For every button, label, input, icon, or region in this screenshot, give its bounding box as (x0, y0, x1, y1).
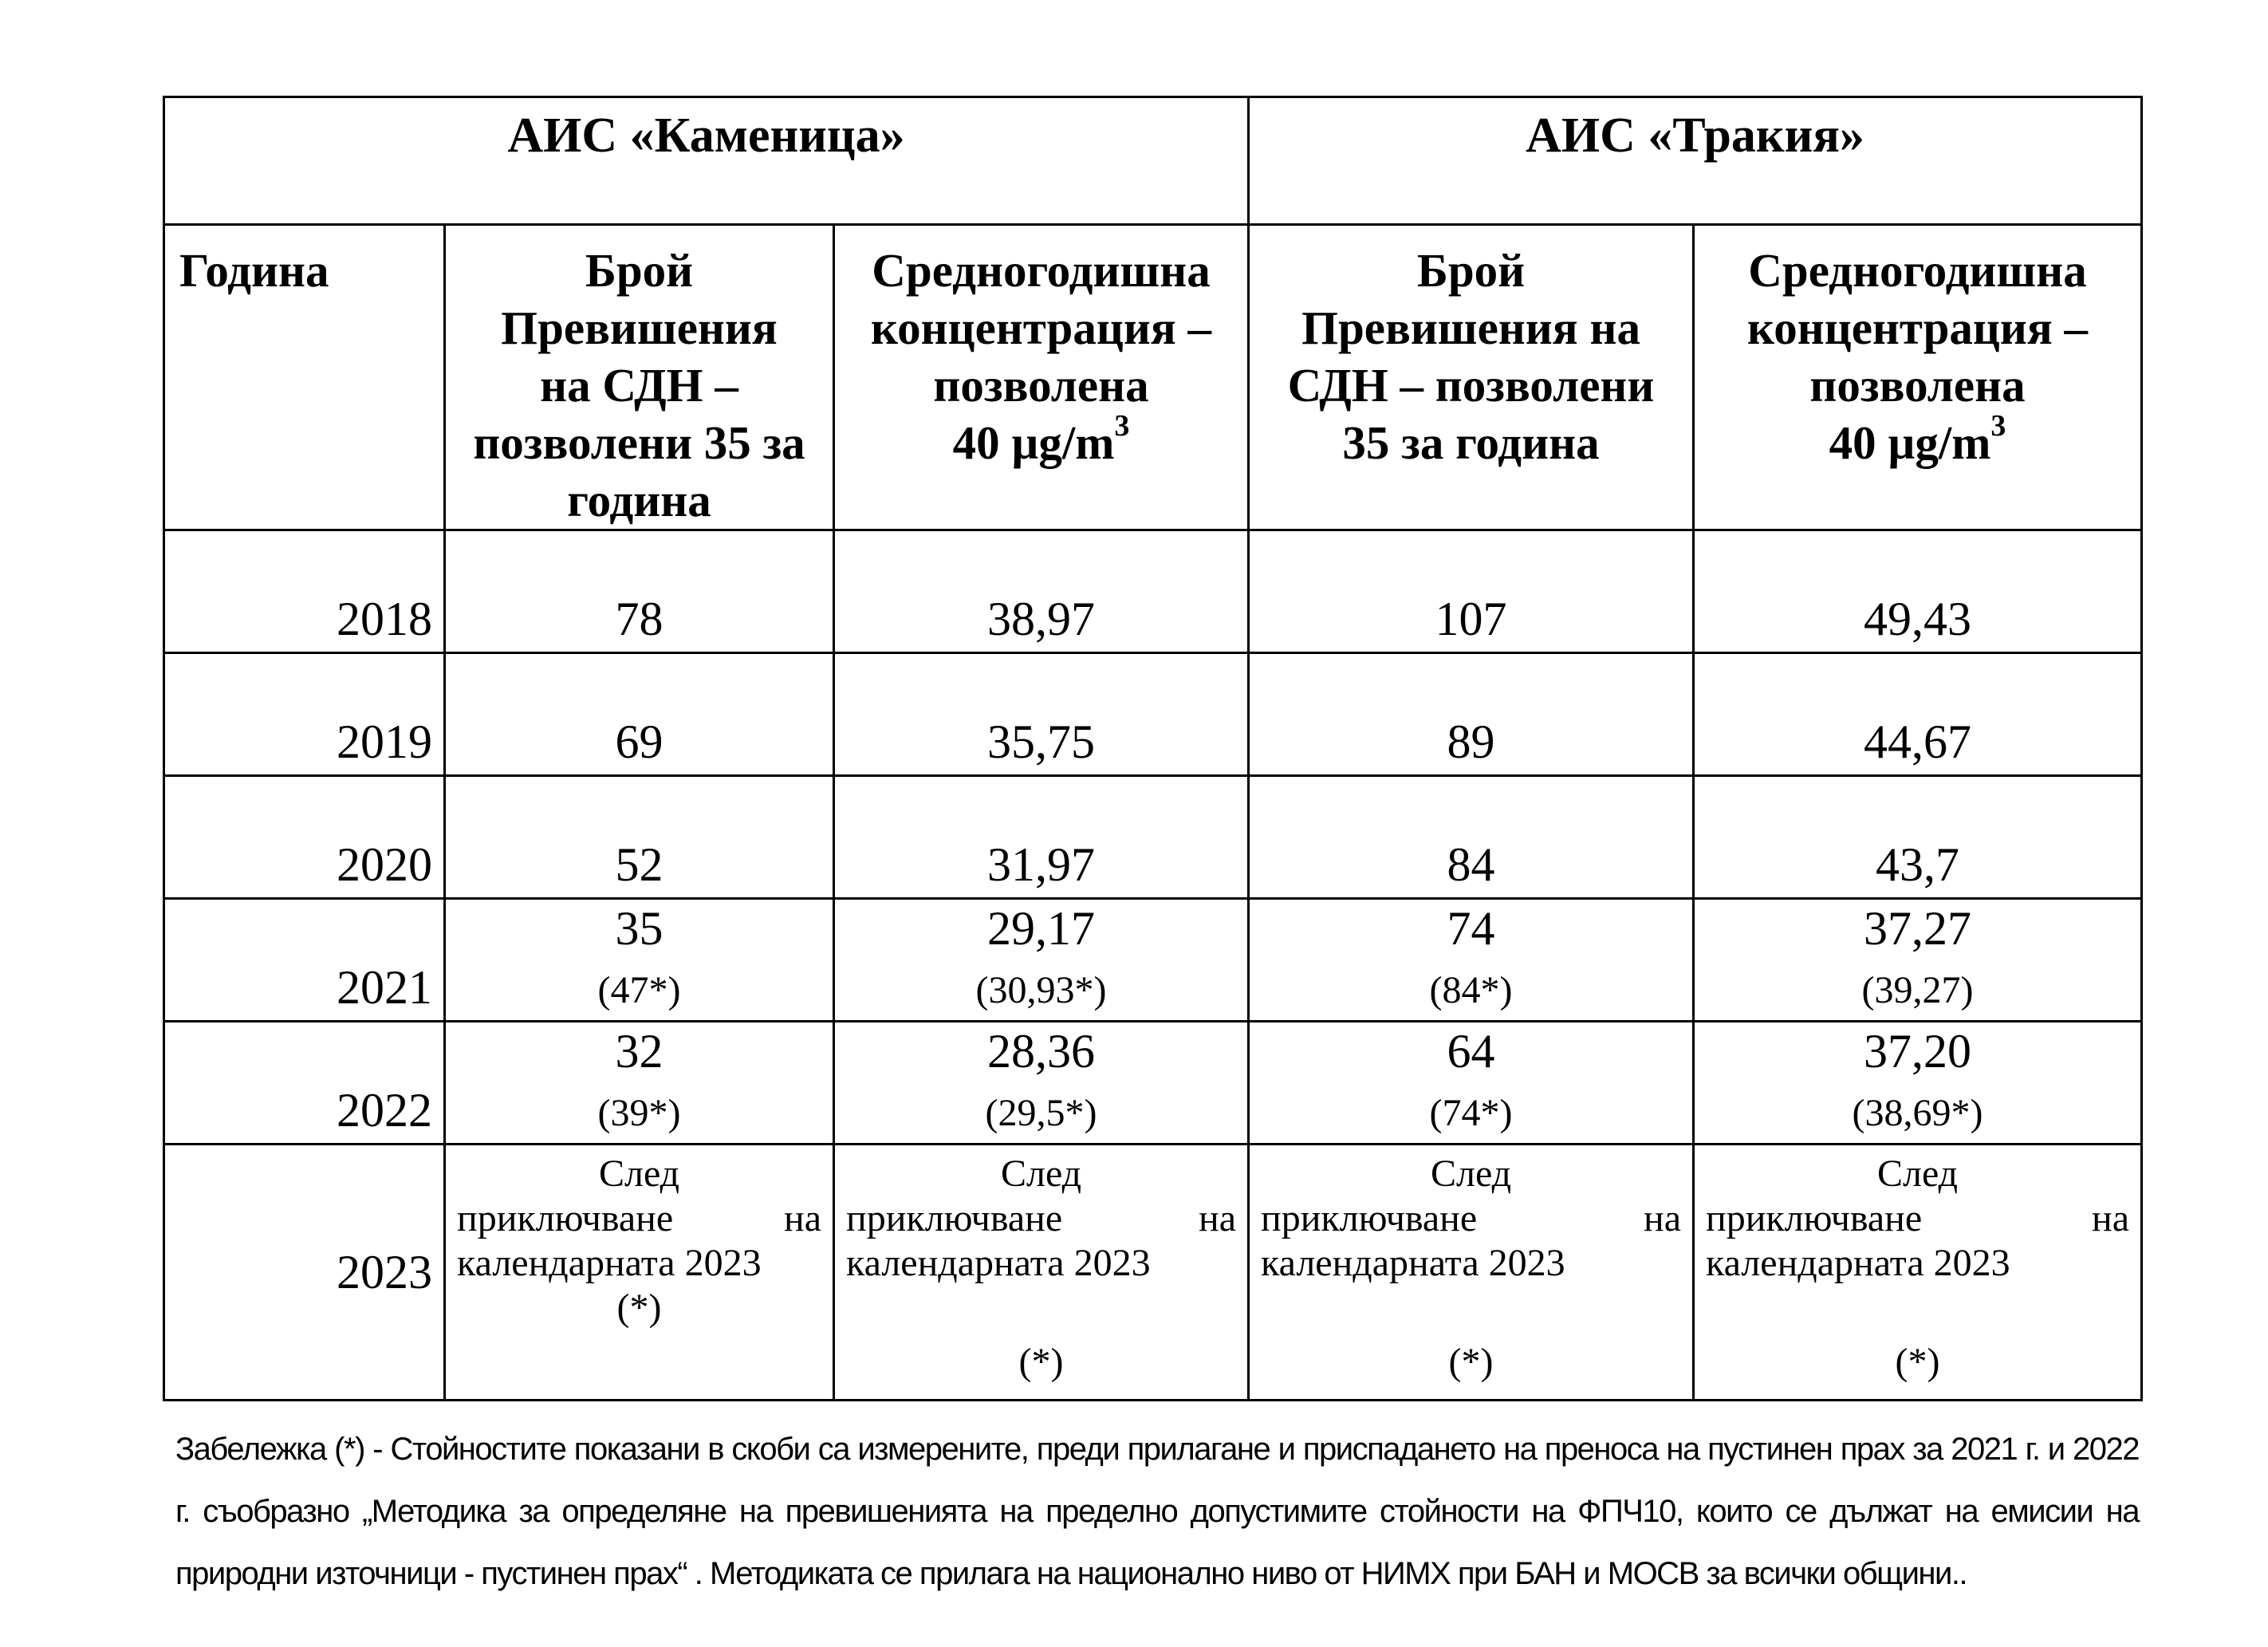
table-row (164, 776, 2142, 899)
average-cell: 29,17 (30,93*) (834, 899, 1249, 1022)
table-row (164, 899, 2142, 1022)
exceedances-cell: 69 (445, 653, 834, 776)
exceedances-cell: 35 (47*) (445, 899, 834, 1022)
exceedances-cell: 64 (74*) (1249, 1022, 1694, 1145)
pending-cell: След приключване на календарната 2023 (*) (1694, 1145, 2142, 1401)
year-cell: 2023 (164, 1145, 445, 1401)
average-cell: 31,97 (834, 776, 1249, 899)
year-cell: 2018 (164, 530, 445, 653)
footnote: Забележка (*) - Стойностите показани в скоби са измерените, преди прилагане и приспадането на преноса на пустинен прах за 2021 г. и 2022 г. съобразно „Методика за определяне на превишенията на пределно допустимите стойности на ФПЧ10, които се дължат на емисии на природни източници - пустинен прах“ . Методиката се прилага на национално ниво от НИМХ при БАН и МОСВ за всички общини.. (175, 1432, 2139, 1591)
year-cell: 2019 (164, 653, 445, 776)
year-cell: 2022 (164, 1022, 445, 1145)
col-header-average-trakia: Средногодишна концентрация – позволена 40 $\mu g/m^3$ (1694, 225, 2142, 530)
average-cell: 28,36 (29,5*) (834, 1022, 1249, 1145)
exceedances-cell: 84 (1249, 776, 1694, 899)
data-table (163, 96, 2143, 1401)
exceedances-cell: 52 (445, 776, 834, 899)
pending-cell: След приключване на календарната 2023 (*) (1249, 1145, 1694, 1401)
average-cell: 43,7 (1694, 776, 2142, 899)
average-cell: 49,43 (1694, 530, 2142, 653)
table-row (164, 1022, 2142, 1145)
table-row (164, 653, 2142, 776)
average-cell: 44,67 (1694, 653, 2142, 776)
average-cell: 37,27 (39,27) (1694, 899, 2142, 1022)
average-cell: 38,97 (834, 530, 1249, 653)
exceedances-cell: 74 (84*) (1249, 899, 1694, 1022)
col-header-year: Година (164, 225, 445, 530)
exceedances-cell: 78 (445, 530, 834, 653)
year-cell: 2020 (164, 776, 445, 899)
station-header-kamenitsa: АИС «Каменица» (164, 97, 1249, 225)
exceedances-cell: 32 (39*) (445, 1022, 834, 1145)
average-cell: 37,20 (38,69*) (1694, 1022, 2142, 1145)
station-header-trakia: АИС «Тракия» (1249, 97, 2142, 225)
col-header-average-kamenitsa: Средногодишна концентрация – позволена 40 $\mu g/m^3$ (834, 225, 1249, 530)
average-cell: 35,75 (834, 653, 1249, 776)
pending-cell: След приключване на календарната 2023 (*) (445, 1145, 834, 1401)
pending-cell: След приключване на календарната 2023 (*) (834, 1145, 1249, 1401)
col-header-exceedances-kamenitsa: Брой Превишения на СДН – позволени 35 за година (445, 225, 834, 530)
year-cell: 2021 (164, 899, 445, 1022)
table-row (164, 530, 2142, 653)
col-header-exceedances-trakia: Брой Превишения на СДН – позволени 35 за година (1249, 225, 1694, 530)
table-row (164, 1145, 2142, 1401)
exceedances-cell: 89 (1249, 653, 1694, 776)
exceedances-cell: 107 (1249, 530, 1694, 653)
